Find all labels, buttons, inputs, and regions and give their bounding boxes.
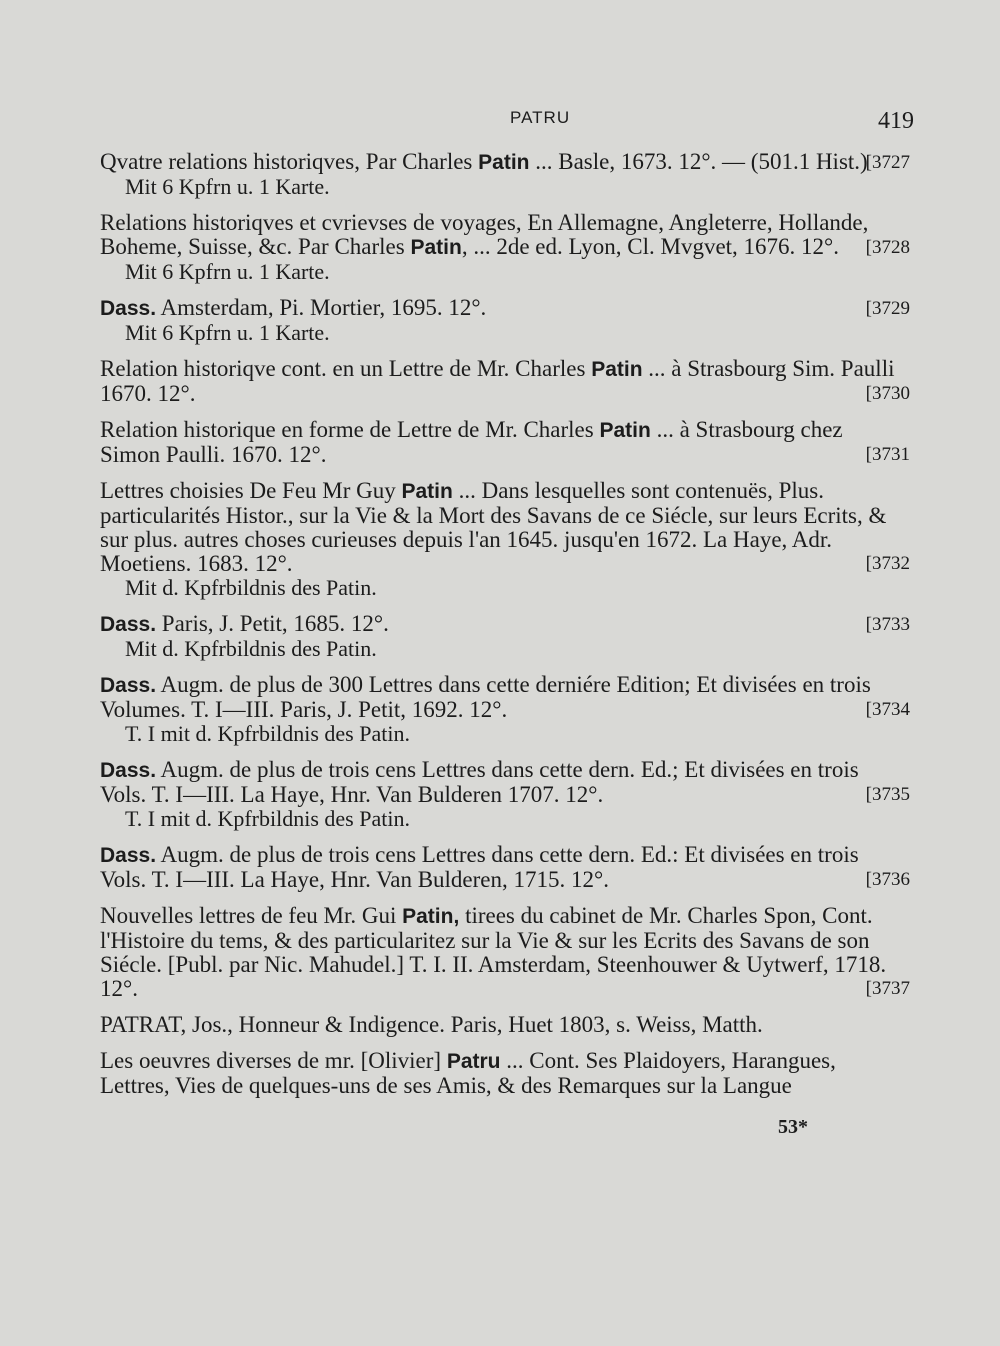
author-name: Patin <box>410 236 462 259</box>
bibliography-entry <box>100 758 910 831</box>
catalog-number: [3734 <box>865 699 910 720</box>
bibliography-entry <box>100 843 910 892</box>
entry-text: Dass. Paris, J. Petit, 1685. 12°. <box>100 611 389 636</box>
entry-text: Relation historiqve cont. en un Lettre de Mr. Charles Patin ... à Strasbourg Sim. Paulli 1670. 12°. <box>100 356 895 406</box>
page-header <box>0 108 1000 138</box>
entry-text: Relation historique en forme de Lettre de Mr. Charles Patin ... à Strasbourg chez Simon Paulli. 1670. 12°. <box>100 417 843 467</box>
ditto-marker: Dass. <box>100 759 157 782</box>
entry-note: Mit 6 Kpfrn u. 1 Karte. <box>125 320 330 345</box>
bibliography-entry <box>100 418 910 467</box>
bibliography-entry <box>100 296 910 345</box>
catalog-number: [3735 <box>865 784 910 805</box>
bibliography-entry <box>100 150 910 199</box>
author-name: Patru <box>446 1050 501 1073</box>
entry-note: T. I mit d. Kpfrbildnis des Patin. <box>125 721 410 746</box>
page-number: 419 <box>878 108 914 134</box>
signature-mark: 53* <box>778 1116 808 1138</box>
author-name: Patin <box>599 419 651 442</box>
ditto-marker: Dass. <box>100 844 157 867</box>
bibliography-entry <box>100 211 910 284</box>
running-title: PATRU <box>510 108 571 127</box>
author-name: Patin <box>401 480 453 503</box>
entry-note: Mit 6 Kpfrn u. 1 Karte. <box>125 174 330 199</box>
entry-text: PATRAT, Jos., Honneur & Indigence. Paris, Huet 1803, s. Weiss, Matth. <box>100 1012 763 1037</box>
entry-note: Mit 6 Kpfrn u. 1 Karte. <box>125 259 330 284</box>
entry-text: Dass. Augm. de plus de trois cens Lettres dans cette dern. Ed.: Et divisées en trois Vols. T. I—III. La Haye, Hnr. Van Bulderen, 1715. 12°. <box>100 842 859 892</box>
entry-text: Qvatre relations historiqves, Par Charles Patin ... Basle, 1673. 12°. — (501.1 Hist.) <box>100 149 868 174</box>
entry-note: Mit d. Kpfrbildnis des Patin. <box>125 575 377 600</box>
author-name: Patin <box>478 151 530 174</box>
catalog-number: [3736 <box>865 869 910 890</box>
entry-text: Relations historiqves et cvrievses de voyages, En Allemagne, Angleterre, Hollande, Boheme, Suisse, &c. Par Charles Patin, ... 2de ed. Lyon, Cl. Mvgvet, 1676. 12°. <box>100 210 869 259</box>
catalog-number: [3728 <box>865 237 910 258</box>
catalog-number: [3732 <box>865 553 910 574</box>
catalog-number: [3727 <box>865 152 910 173</box>
entry-note: Mit d. Kpfrbildnis des Patin. <box>125 636 377 661</box>
ditto-marker: Dass. <box>100 674 157 697</box>
bibliography-list <box>100 150 910 1110</box>
bibliography-entry <box>100 673 910 746</box>
author-name: Patin, <box>402 905 460 928</box>
catalog-number: [3730 <box>865 383 910 404</box>
catalog-number: [3729 <box>865 298 910 319</box>
entry-text: Dass. Augm. de plus de trois cens Lettres dans cette dern. Ed.; Et divisées en trois Vols. T. I—III. La Haye, Hnr. Van Bulderen 1707. 12°. <box>100 757 859 807</box>
catalog-number: [3737 <box>865 978 910 999</box>
bibliography-entry <box>100 1049 910 1098</box>
entry-text: Dass. Augm. de plus de 300 Lettres dans cette derniére Edition; Et divisées en trois Volumes. T. I—III. Paris, J. Petit, 1692. 12°. <box>100 672 871 722</box>
entry-text: Les oeuvres diverses de mr. [Olivier] Patru ... Cont. Ses Plaidoyers, Harangues, Lettres, Vies de quelques-uns de ses Amis, & des Remarques sur la Langue <box>100 1048 836 1098</box>
bibliography-entry <box>100 612 910 661</box>
bibliography-entry <box>100 1013 910 1037</box>
entry-note: T. I mit d. Kpfrbildnis des Patin. <box>125 806 410 831</box>
bibliography-entry <box>100 904 910 1001</box>
bibliography-entry <box>100 357 910 406</box>
ditto-marker: Dass. <box>100 613 157 636</box>
bibliography-entry <box>100 479 910 600</box>
entry-text: Lettres choisies De Feu Mr Guy Patin ... Dans lesquelles sont contenuës, Plus. particularités Histor., sur la Vie & la Mort des Savans de ce Siécle, sur leurs Ecrits, & sur plus. autres choses curieuses depuis l'an 1645. jusqu'en 1672. La Haye, Adr. Moetiens. 1683. 12°. <box>100 478 887 576</box>
ditto-marker: Dass. <box>100 297 157 320</box>
entry-text: Dass. Amsterdam, Pi. Mortier, 1695. 12°. <box>100 295 487 320</box>
author-name: Patin <box>591 358 643 381</box>
entry-text: Nouvelles lettres de feu Mr. Gui Patin, tirees du cabinet de Mr. Charles Spon, Cont. l'Histoire du tems, & des particularitez sur la Vie & sur les Ecrits des Savans de son Siécle. [Publ. par Nic. Mahudel.] T. I. II. Amsterdam, Steenhouwer & Uytwerf, 1718. 12°. <box>100 903 887 1001</box>
catalog-number: [3733 <box>865 614 910 635</box>
catalog-number: [3731 <box>865 444 910 465</box>
